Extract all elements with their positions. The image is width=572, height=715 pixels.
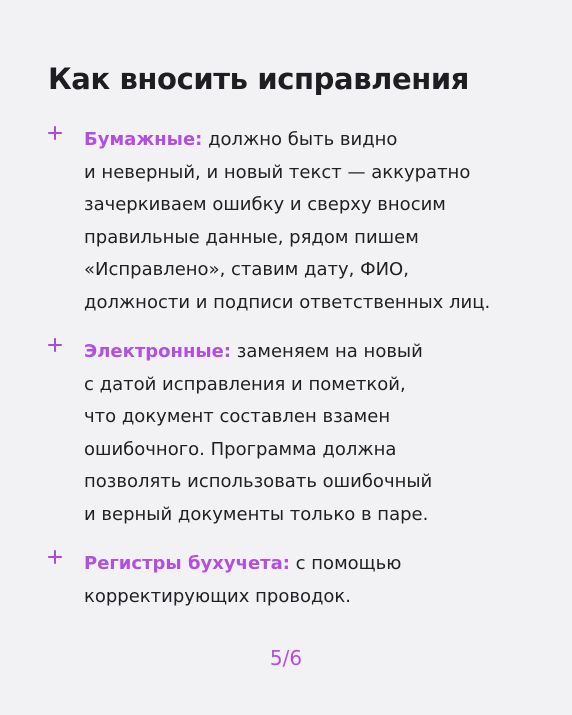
list-item-paper: [48, 124, 548, 319]
plus-icon: [48, 550, 62, 564]
list-item-text: [84, 548, 548, 613]
list-item-label: Бумажные:: [84, 129, 203, 150]
text-line: корректирующих проводок.: [84, 585, 352, 607]
text-line: заменяем на новый: [236, 341, 423, 362]
text-line: «Исправлено», ставим дату, ФИО,: [84, 259, 409, 280]
text-line: зачеркиваем ошибку и сверху вносим: [84, 194, 446, 215]
page-indicator: 5/6: [269, 646, 303, 670]
list-item-label: Регистры бухучета:: [84, 553, 290, 574]
plus-icon: [48, 126, 62, 140]
text-line: ошибочного. Программа должна: [84, 438, 397, 460]
text-line: правильные данные, рядом пишем: [84, 226, 419, 248]
page-title: Как вносить исправления: [48, 62, 470, 96]
list-item-text: [84, 124, 548, 319]
list-item-registers: [48, 548, 548, 613]
text-line: должности и подписи ответственных лиц.: [84, 291, 491, 313]
text-line: с помощью: [295, 553, 402, 574]
text-line: с датой исправления и пометкой,: [84, 373, 406, 395]
text-line: должно быть видно: [208, 129, 398, 150]
text-line: позволять использовать ошибочный: [84, 471, 433, 492]
list-item-label: Электронные:: [84, 341, 232, 362]
text-line: и неверный, и новый текст — аккуратно: [84, 161, 471, 183]
plus-icon: [48, 338, 62, 352]
corrections-list: [48, 124, 548, 630]
list-item-text: [84, 336, 548, 531]
text-line: что документ составлен взамен: [84, 406, 391, 427]
text-line: и верный документы только в паре.: [84, 503, 429, 525]
list-item-electronic: [48, 336, 548, 531]
